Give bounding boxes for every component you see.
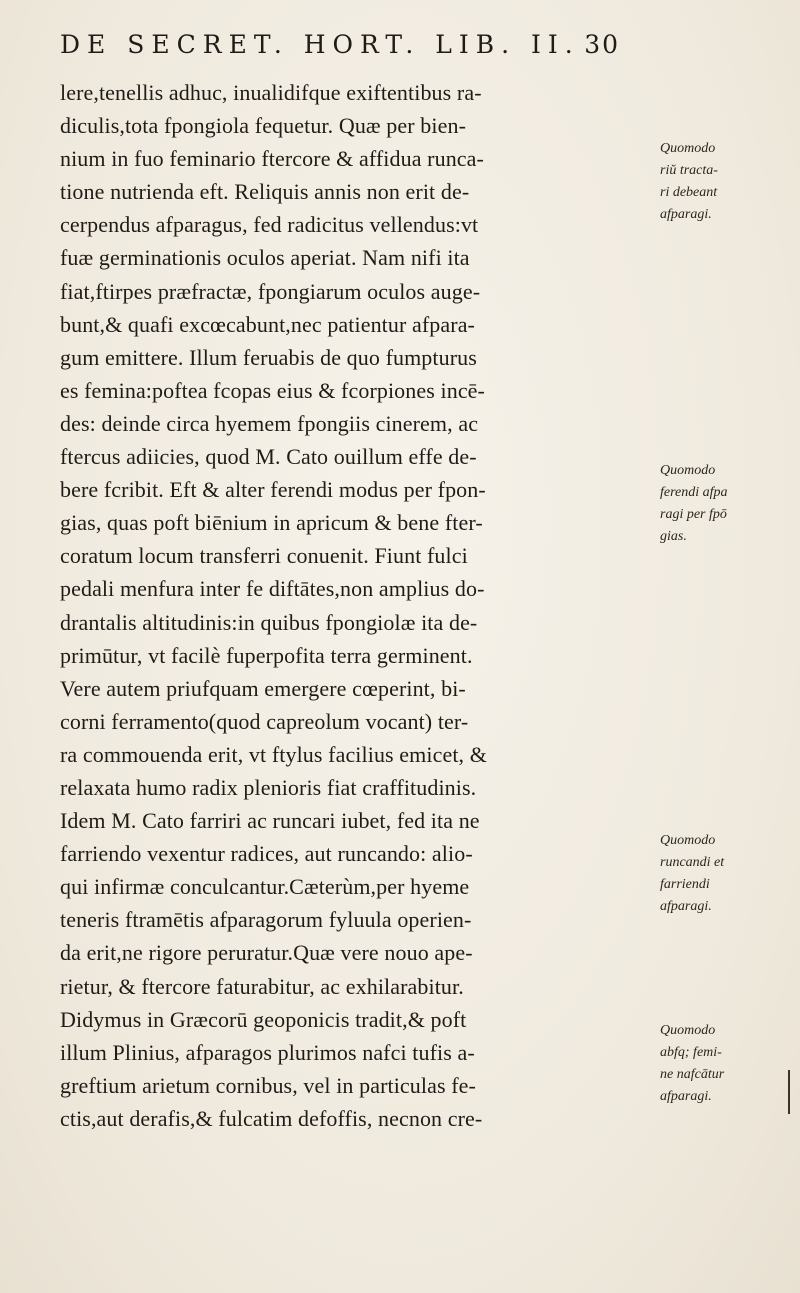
- text-line: rietur, & ftercore faturabitur, ac exhilarabitur.: [60, 973, 464, 999]
- text-line: nium in fuo feminario ftercore & affidua runca-: [60, 146, 484, 172]
- text-line: cerpendus afparagus, fed radicitus vellendus:vt: [60, 212, 479, 238]
- text-line: diculis,tota fpongiola fequetur. Quæ per bien-: [60, 113, 467, 139]
- marginal-note: [660, 1020, 790, 1108]
- marginal-note-line: farriendi: [660, 877, 710, 892]
- marginal-note-line: Quomodo: [660, 141, 716, 156]
- running-title: DE SECRET. HORT. LIB. II.: [60, 30, 580, 59]
- text-line: farriendo vexentur radices, aut runcando: alio-: [60, 841, 473, 867]
- text-line: corni ferramento(quod capreolum vocant) ter-: [60, 708, 469, 734]
- text-line: fiat,ftirpes præfractæ, fpongiarum oculos auge-: [60, 278, 481, 304]
- running-head: [60, 30, 620, 70]
- marginal-note-line: afparagi.: [660, 207, 712, 222]
- text-line: bere fcribit. Eft & alter ferendi modus per fpon-: [60, 477, 486, 503]
- text-line: ra commouenda erit, vt ftylus facilius emicet, &: [60, 741, 487, 767]
- text-line: coratum locum transferri conuenit. Fiunt fulci: [60, 543, 468, 569]
- text-line: Idem M. Cato farriri ac runcari iubet, fed ita ne: [60, 808, 480, 834]
- marginal-note-line: afparagi.: [660, 1089, 712, 1104]
- marginal-note: [660, 830, 790, 918]
- text-line: ftercus adiicies, quod M. Cato ouillum effe de-: [60, 444, 477, 470]
- marginal-note-line: abfq; femi-: [660, 1045, 722, 1060]
- text-line: es femina:poftea fcopas eius & fcorpiones incē-: [60, 377, 485, 403]
- text-line: da erit,ne rigore peruratur.Quæ vere nouo ape-: [60, 940, 473, 966]
- text-line: tione nutrienda eft. Reliquis annis non erit de-: [60, 179, 470, 205]
- marginal-note-line: afparagi.: [660, 899, 712, 914]
- text-line: Didymus in Græcorū geoponicis tradit,& poft: [60, 1006, 467, 1032]
- marginal-note: [660, 138, 790, 226]
- marginal-note-line: gias.: [660, 529, 687, 544]
- marginal-note-line: runcandi et: [660, 855, 725, 870]
- marginal-note-line: ragi per fpō: [660, 507, 727, 522]
- text-line: illum Plinius, afparagos plurimos nafci tufis a-: [60, 1039, 475, 1065]
- marginal-note: [660, 460, 790, 548]
- body-text: [60, 76, 640, 1135]
- marginal-note-line: ferendi afpa: [660, 485, 728, 500]
- text-line: fuæ germinationis oculos aperiat. Nam nifi ita: [60, 245, 470, 271]
- text-line: drantalis altitudinis:in quibus fpongiolæ ita de-: [60, 609, 478, 635]
- text-line: lere,tenellis adhuc, inualidifque exiftentibus ra-: [60, 80, 482, 105]
- page-number: 30: [584, 30, 620, 59]
- marginal-note-line: Quomodo: [660, 833, 716, 848]
- text-line: bunt,& quafi excœcabunt,nec patientur afpara-: [60, 311, 475, 337]
- marginal-note-line: Quomodo: [660, 463, 716, 478]
- text-line: pedali menfura inter fe diftātes,non amplius do-: [60, 576, 485, 602]
- text-line: teneris ftramētis afparagorum fyluula operien-: [60, 907, 472, 933]
- page-edge-mark: [788, 1070, 790, 1114]
- text-line: primūtur, vt facilè fuperpofita terra germinent.: [60, 642, 473, 668]
- marginal-note-line: ne nafcātur: [660, 1067, 725, 1082]
- text-line: ctis,aut derafis,& fulcatim defoffis, necnon cre-: [60, 1105, 483, 1131]
- text-line: Vere autem priufquam emergere cœperint, bi-: [60, 675, 466, 701]
- text-line: qui infirmæ conculcantur.Cæterùm,per hyeme: [60, 874, 470, 900]
- text-line: gias, quas poft biēnium in apricum & bene fter-: [60, 510, 483, 536]
- marginal-note-line: riŭ tracta-: [660, 163, 718, 178]
- text-line: greftium arietum cornibus, vel in particulas fe-: [60, 1072, 476, 1098]
- text-line: relaxata humo radix plenioris fiat craffitudinis.: [60, 774, 477, 800]
- text-line: gum emittere. Illum feruabis de quo fumpturus: [60, 344, 477, 370]
- text-line: des: deinde circa hyemem fpongiis cinerem, ac: [60, 410, 479, 436]
- marginal-note-line: ri debeant: [660, 185, 718, 200]
- marginal-note-line: Quomodo: [660, 1023, 716, 1038]
